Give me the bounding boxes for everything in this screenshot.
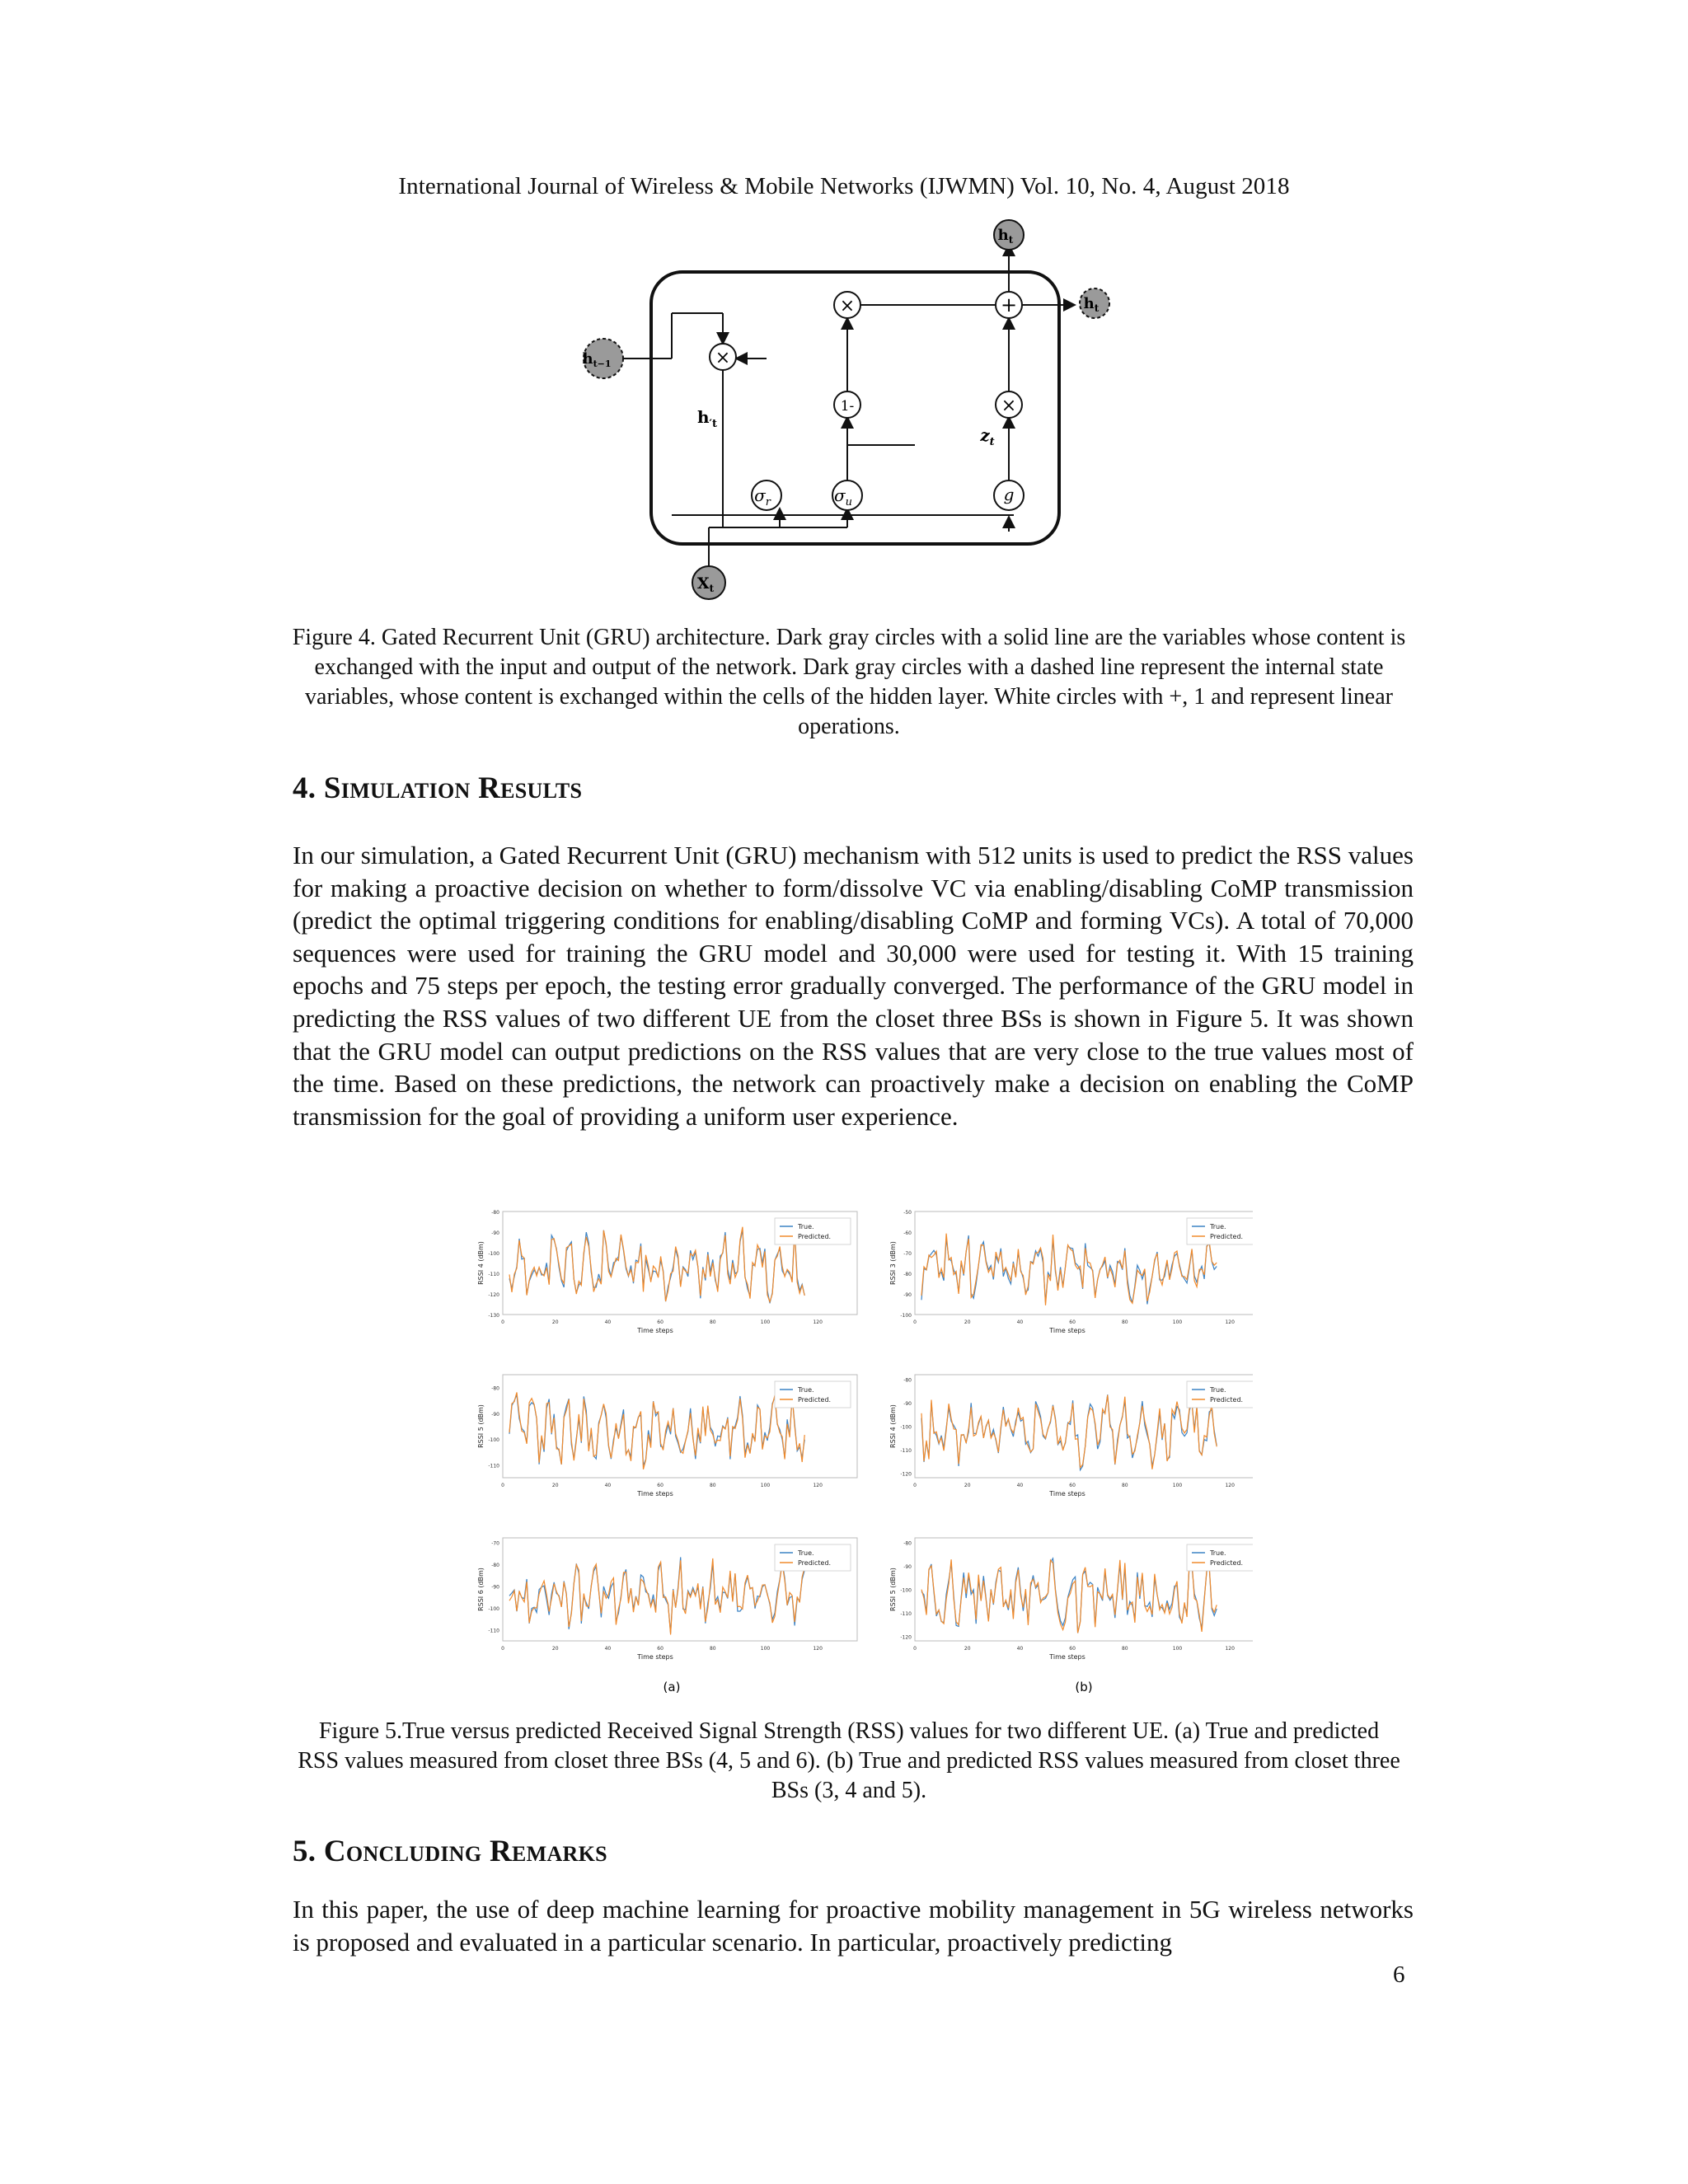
x-tick-label: 80 [1121,1483,1128,1488]
y-tick-label: -70 [491,1540,499,1547]
figure-5-svg [470,1203,1253,1698]
x-tick-label: 100 [1172,1483,1183,1488]
x-tick-label: 0 [913,1646,917,1652]
x-axis-label: Time steps [637,1327,673,1334]
x-tick-label: 20 [964,1646,971,1652]
legend-label: True. [798,1223,814,1230]
legend-label: Predicted. [1210,1233,1244,1240]
y-tick-label: -110 [488,1272,499,1277]
gate-sigma-r [752,480,781,510]
x-tick-label: 0 [501,1646,504,1652]
legend-label: Predicted. [798,1233,832,1240]
y-tick-label: -100 [488,1437,499,1444]
x-tick-label: 60 [657,1483,663,1488]
svg-text:g: g [1003,485,1015,504]
x-tick-label: 0 [501,1483,504,1488]
y-axis-label: RSSI 3 (dBm) [889,1241,897,1285]
node-h-prev [582,339,623,378]
y-tick-label: -90 [903,1564,912,1571]
section-4-heading: 4. Simulation Results [293,771,583,805]
x-tick-label: 120 [813,1319,823,1325]
node-h-t-right [1080,288,1109,318]
x-tick-label: 80 [709,1319,716,1325]
legend-label: Predicted. [1210,1396,1244,1404]
x-tick-label: 60 [1069,1319,1076,1325]
label-z-t: $z_t$ [980,425,995,448]
y-tick-label: -90 [491,1230,499,1236]
x-tick-label: 100 [1172,1646,1183,1652]
svg-text:ht: $h_t$ [1083,295,1100,314]
rss-chart-5 [477,1538,857,1661]
gru-diagram-svg [569,218,1129,606]
x-tick-label: 100 [760,1646,771,1652]
section-4-paragraph: In our simulation, a Gated Recurrent Unit (GRU) mechanism with 512 units is used to predict the RSS values for making a proactive decision on whether to form/dissolve VC via enabling/disabling CoMP transmission (predict the optimal triggering conditions for enabling/disabling CoMP and forming VCs). A total of 70,000 sequences were used for training the GRU model and 30,000 were used for testing it. With 15 training epochs and 75 steps per epoch, the testing error gradually converged. The performance of the GRU model in predicting the RSS values of two different UE from the closet three BSs is shown in Figure 5. It was shown that the GRU model can output predictions on the RSS values that are very close to the true values most of the time. Based on these predictions, the network can proactively make a decision on enabling the CoMP transmission for the goal of providing a uniform user experience. [293,841,1414,1131]
x-tick-label: 0 [501,1319,504,1325]
x-tick-label: 120 [813,1646,823,1652]
y-tick-label: -90 [491,1411,499,1418]
y-tick-label: -80 [903,1272,912,1277]
y-tick-label: -80 [491,1210,499,1216]
x-tick-label: 0 [913,1319,917,1325]
x-tick-label: 40 [1016,1319,1024,1325]
y-axis-label: RSSI 4 (dBm) [477,1241,485,1285]
page-number: 6 [1393,1961,1405,1988]
figure-5-caption: Figure 5.True versus predicted Received Signal Strength (RSS) values for two different UE. (a) True and predicted RSS values measured from closet three BSs (4, 5 and 6). (b) True and predicted RSS values measured from closet three BSs (3, 4 and 5). [298,1718,1400,1803]
x-axis-label: Time steps [1049,1490,1085,1497]
y-tick-label: -80 [903,1377,912,1384]
figure-4-gru-diagram [569,218,1129,606]
y-tick-label: -100 [900,1587,912,1594]
rss-chart-3 [477,1375,857,1497]
y-tick-label: -120 [900,1471,912,1478]
y-tick-label: -110 [488,1463,499,1469]
x-tick-label: 40 [1016,1646,1024,1652]
legend-box [775,1218,851,1244]
gate-g [994,480,1024,510]
x-tick-label: 40 [604,1319,612,1325]
panel-a-label: (a) [663,1680,681,1694]
rss-chart-6 [889,1538,1253,1661]
x-tick-label: 80 [1121,1319,1128,1325]
x-tick-label: 120 [1225,1646,1235,1652]
op-multiply-update [996,391,1022,418]
legend-label: True. [798,1386,814,1394]
x-tick-label: 40 [604,1646,612,1652]
x-axis-label: Time steps [637,1653,673,1661]
x-tick-label: 60 [1069,1646,1076,1652]
legend-label: True. [1210,1386,1226,1394]
y-tick-label: -120 [900,1634,912,1641]
node-x-t [692,566,725,599]
legend-label: True. [1210,1549,1226,1557]
y-tick-label: -100 [488,1251,499,1257]
legend-box [1187,1381,1253,1408]
y-tick-label: -90 [491,1584,499,1591]
section-5-heading: 5. Concluding Remarks [293,1835,607,1868]
legend-box [775,1544,851,1571]
x-axis-label: Time steps [1049,1327,1085,1334]
x-tick-label: 80 [1121,1646,1128,1652]
y-tick-label: -100 [900,1424,912,1431]
rss-chart-1 [477,1210,857,1334]
x-tick-label: 80 [709,1483,716,1488]
x-tick-label: 0 [913,1483,917,1488]
y-tick-label: -110 [900,1447,912,1454]
op-multiply-top [834,292,860,318]
y-tick-label: -80 [491,1562,499,1568]
y-tick-label: -80 [903,1540,912,1547]
x-tick-label: 120 [1225,1319,1235,1325]
running-header: International Journal of Wireless & Mobile Networks (IJWMN) Vol. 10, No. 4, August 2018 [398,173,1290,199]
x-tick-label: 20 [551,1483,559,1488]
legend-box [1187,1218,1253,1244]
legend-label: True. [798,1549,814,1557]
y-tick-label: -130 [488,1313,499,1319]
legend-label: True. [1210,1223,1226,1230]
op-plus [996,292,1022,318]
y-tick-label: -100 [488,1606,499,1613]
y-axis-label: RSSI 5 (dBm) [477,1404,485,1448]
svg-text:σu: $\sigma_u$ [833,485,853,509]
y-tick-label: -50 [903,1210,912,1216]
section-5-paragraph: In this paper, the use of deep machine learning for proactive mobility management in 5G wireless networks is proposed and evaluated in a particular scenario. In particular, proactively predicting [293,1895,1414,1957]
y-tick-label: -90 [903,1292,912,1298]
y-tick-label: -100 [900,1313,912,1319]
panel-b-label: (b) [1075,1680,1093,1694]
x-axis-label: Time steps [1049,1653,1085,1661]
figure-4-caption: Figure 4. Gated Recurrent Unit (GRU) architecture. Dark gray circles with a solid line are the variables whose content is exchanged with the input and output of the network. Dark gray circles with a dashed line represent the internal state variables, whose content is exchanged within the cells of the hidden layer. White circles with +, 1 and represent linear operations. [292,625,1406,739]
x-tick-label: 60 [657,1319,663,1325]
label-h-tilde: $h't$ [697,407,717,430]
x-tick-label: 20 [551,1319,559,1325]
legend-box [775,1381,851,1408]
x-tick-label: 100 [760,1319,771,1325]
rss-chart-2 [889,1210,1253,1334]
x-tick-label: 120 [813,1483,823,1488]
legend-label: Predicted. [798,1396,832,1404]
op-multiply-reset [710,344,736,370]
svg-text:×: × [715,348,731,368]
x-axis-label: Time steps [637,1490,673,1497]
svg-text:+: + [1000,293,1018,316]
svg-text:ht: $h_t$ [997,227,1014,246]
svg-text:Xt: $X_t$ [696,574,715,594]
svg-text:ht−1: $h_{t-1}$ [582,350,612,369]
legend-box [1187,1544,1253,1571]
y-axis-label: RSSI 5 (dBm) [889,1568,897,1611]
svg-text:σr: $\sigma_r$ [754,485,771,509]
x-tick-label: 20 [551,1646,559,1652]
x-tick-label: 20 [964,1483,971,1488]
figure-5-rss-charts [470,1203,1253,1698]
x-tick-label: 100 [760,1483,771,1488]
legend-label: Predicted. [798,1559,832,1567]
x-tick-label: 120 [1225,1483,1235,1488]
node-h-t-top [994,220,1024,250]
y-tick-label: -90 [903,1401,912,1408]
svg-text:×: × [839,296,856,316]
rss-chart-4 [889,1375,1253,1497]
y-tick-label: -70 [903,1251,912,1257]
x-tick-label: 20 [964,1319,971,1325]
y-tick-label: -120 [488,1292,499,1298]
legend-label: Predicted. [1210,1559,1244,1567]
x-tick-label: 40 [1016,1483,1024,1488]
y-tick-label: -110 [488,1628,499,1634]
svg-text:1-: 1- [840,398,855,415]
y-tick-label: -80 [491,1385,499,1392]
op-one-minus [834,391,860,418]
x-tick-label: 100 [1172,1319,1183,1325]
x-tick-label: 60 [1069,1483,1076,1488]
x-tick-label: 40 [604,1483,612,1488]
y-axis-label: RSSI 6 (dBm) [477,1568,485,1611]
y-tick-label: -60 [903,1230,912,1236]
x-tick-label: 60 [657,1646,663,1652]
y-tick-label: -110 [900,1610,912,1617]
svg-text:×: × [1001,396,1017,416]
y-axis-label: RSSI 4 (dBm) [889,1404,897,1448]
gate-sigma-u [832,480,862,510]
x-tick-label: 80 [709,1646,716,1652]
